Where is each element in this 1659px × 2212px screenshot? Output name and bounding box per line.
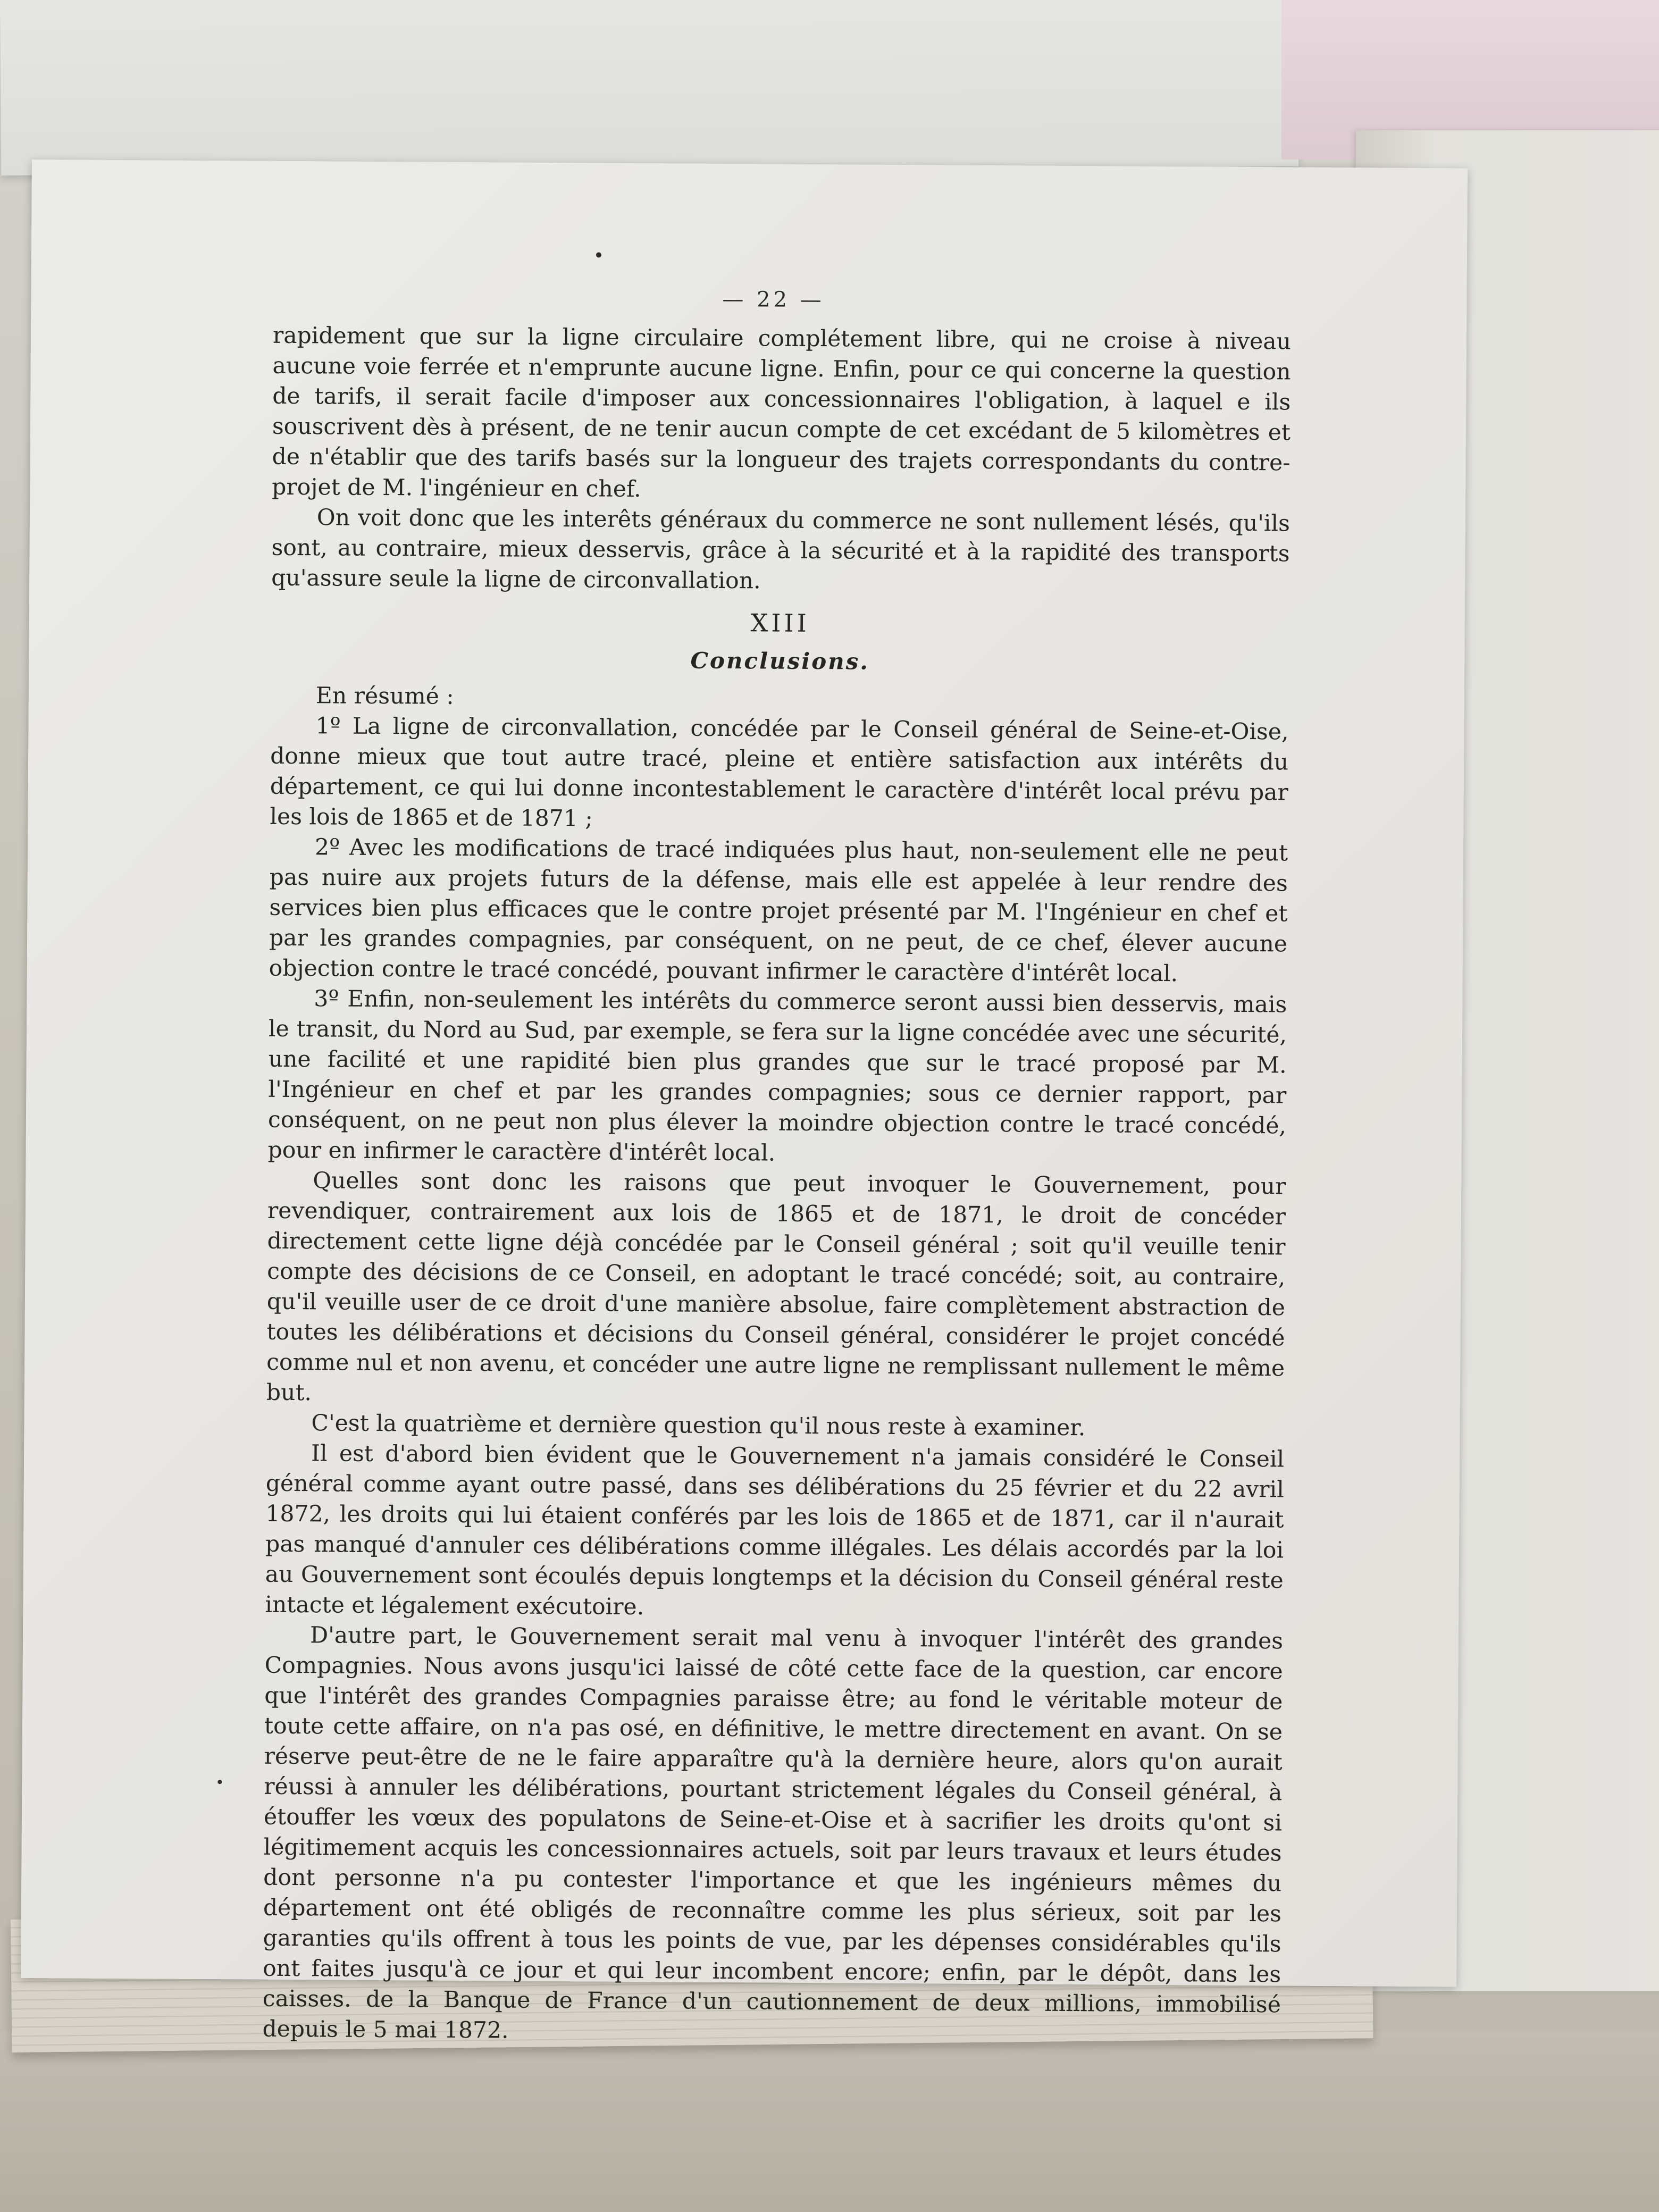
paragraph: On voit donc que les interêts généraux du commerce ne sont nullement lésés, qu'ils sont, au contraire, mieux desservis, grâce à la sécurité et à la rapidité des transports qu'assure seule la ligne de circonvallation. <box>271 505 1291 594</box>
paragraph: 2º Avec les modifications de tracé indiquées plus haut, non-seulement elle ne peut pas nuire aux projets futurs de la défense, mais elle est appelée à leur rendre des services bien plus efficaces que le contre projet présenté par M. l'Ingénieur en chef et par les grandes compagnies, par conséquent, on ne peut, de ce chef, élever aucune objection contre le tracé concédé, pouvant infirmer le caractère d'intérêt local. <box>269 834 1288 987</box>
paragraph: En résumé : <box>315 683 454 710</box>
paragraph: rapidement que sur la ligne circulaire complétement libre, qui ne croise à niveau aucune voie ferrée et n'emprunte aucune ligne. Enfin, pour ce qui concerne la question de tarifs, il serait facile d'imposer aux concessionnaires l'obligation, à laquel e ils souscrivent dès à présent, de ne tenir aucun compte de cet excédant de 5 kilomètres et de n'établir que des tarifs basés sur la longueur des trajets correspondants du contre-projet de M. l'ingénieur en chef. <box>272 322 1292 503</box>
ink-dot <box>596 252 601 257</box>
paragraph: 3º Enfin, non-seulement les intérêts du commerce seront aussi bien desservis, mais le transit, du Nord au Sud, par exemple, se fera sur la ligne concédée avec une sécurité, une facilité et une rapidité bien plus grandes que sur le tracé proposé par M. l'Ingénieur en chef et par les grandes compagnies; sous ce dernier rapport, par conséquent, on ne peut non plus élever la moindre objection contre le tracé concédé, pour en infirmer le caractère d'intérêt local. <box>267 986 1287 1167</box>
ink-dot <box>217 1780 222 1784</box>
body-text <box>262 321 1291 2051</box>
paragraph: Il est d'abord bien évident que le Gouvernement n'a jamais considéré le Conseil général comme ayant outre passé, dans ses délibérations du 25 février et du 22 avril 1872, les droits qui lui étaient conférés par les lois de 1865 et de 1871, car il n'aurait pas manqué d'annuler ces délibérations comme illégales. Les délais accordés par la loi au Gouvernement sont écoulés depuis longtemps et la décision du Conseil général reste intacte et légalement exécutoire. <box>265 1440 1285 1621</box>
paragraph: 1º La ligne de circonvallation, concédée par le Conseil général de Seine-et-Oise, donne mieux que tout autre tracé, pleine et entière satisfaction aux intérêts du département, ce qui lui donne incontestablement le caractère d'intérêt local prévu par les lois de 1865 et de 1871 ; <box>270 713 1289 832</box>
section-title: Conclusions. <box>690 647 870 675</box>
table-surface <box>0 2031 1659 2212</box>
document-page <box>21 160 1468 2044</box>
page-number: — 22 — <box>722 287 825 313</box>
paragraph: C'est la quatrième et dernière question qu'il nous reste à examiner. <box>311 1410 1086 1442</box>
paragraph: Quelles sont donc les raisons que peut invoquer le Gouvernement, pour revendiquer, contrairement aux lois de 1865 et de 1871, le droit de concéder directement cette ligne déjà concédée par le Conseil général ; soit qu'il veuille tenir compte des décisions de ce Conseil, en adoptant le tracé concédé; soit, au contraire, qu'il veuille user de ce droit d'une manière absolue, faire complètement abstraction de toutes les délibérations et décisions du Conseil général, considérer le projet concédé comme nul et non avenu, et concéder une autre ligne ne remplissant nullement le même but. <box>266 1168 1286 1406</box>
paragraph: D'autre part, le Gouvernement serait mal venu à invoquer l'intérêt des grandes Compagnies. Nous avons jusqu'ici laissé de côté cette face de la question, car encore que l'intérêt des grandes Compagnies paraisse être; au fond le véritable moteur de toute cette affaire, on n'a pas osé, en définitive, le mettre directement en avant. On se réserve peut-être de ne le faire apparaître qu'à la dernière heure, alors qu'on aurait réussi à annuler les délibérations, pourtant strictement légales du Conseil général, à étouffer les vœux des populatons de Seine-et-Oise et à sacrifier les droits qu'ont si légitimement acquis les concessionnaires actuels, soit par leurs travaux et leurs études dont personne n'a pu contester l'importance et que les ingénieurs mêmes du département ont été obligés de reconnaître comme les plus sérieux, soit par les garanties qu'ils offrent à tous les points de vue, par les dépenses considérables qu'ils ont faites jusqu'à ce jour et qui leur incombent encore; enfin, par le dépôt, dans les caisses. de la Banque de France d'un cautionnement de deux millions, immobilisé depuis le 5 mai 1872. <box>262 1622 1284 2044</box>
top-paper-sheet <box>0 0 1298 175</box>
section-number: XIII <box>750 608 810 638</box>
